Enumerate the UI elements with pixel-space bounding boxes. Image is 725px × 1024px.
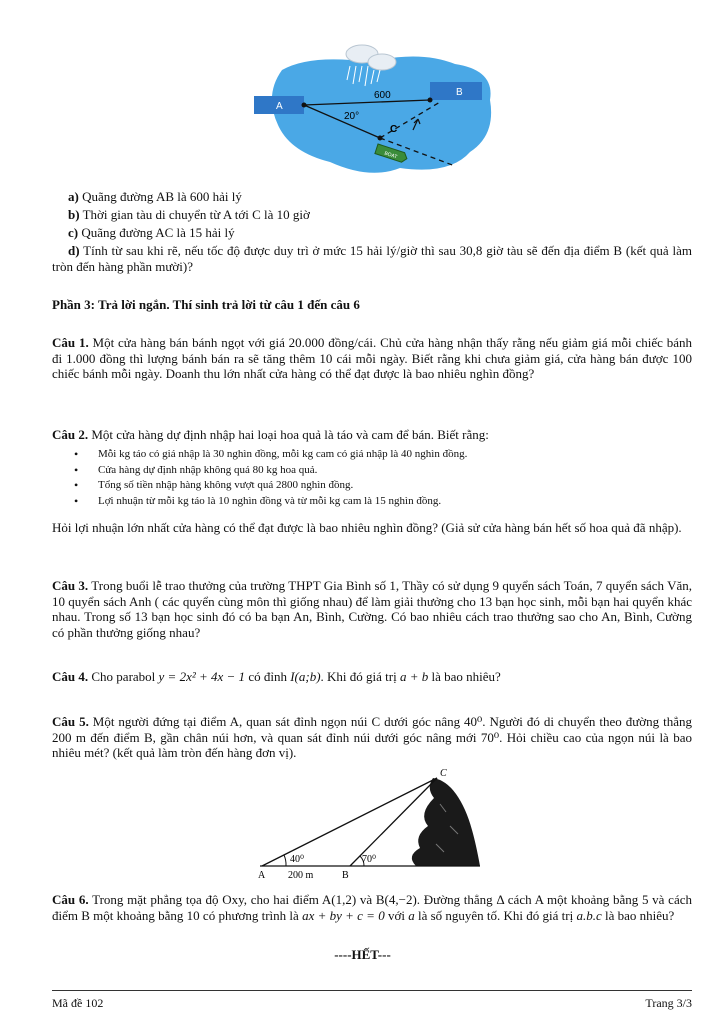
answer-b: b) Thời gian tàu di chuyển từ A tới C là 10 giờ xyxy=(68,207,310,222)
angle-label: 20° xyxy=(344,111,360,122)
distance-label: 200 m xyxy=(288,870,314,881)
question-3: Câu 3. Trong buổi lễ trao thưởng của trường THPT Gia Bình số 1, Thầy có sử dụng 9 quyển sách Toán, 7 quyển sách Văn, 10 quyển sách Anh ( các quyển cùng môn thì giống nhau) để làm giải thưởng cho 13 bạn học sinh, mỗi bạn hai quyển khác nhau. Trong số 13 bạn học sinh đó có ba bạn An, Bình, Cường. Có bao nhiêu cách trao thưởng sao cho An, Bình, Cường có phần thưởng giống nhau? xyxy=(52,578,692,640)
answer-c: c) Quãng đường AC là 15 hải lý xyxy=(68,225,235,240)
question-2-conditions xyxy=(52,447,692,509)
list-item: • Cửa hàng dự định nhập không quá 80 kg hoa quả. xyxy=(52,463,692,479)
mountain-figure xyxy=(250,764,490,882)
question-4: Câu 4. Cho parabol y = 2x² + 4x − 1 có đỉnh I(a;b). Khi đó giá trị a + b là bao nhiêu? xyxy=(52,669,501,684)
label-c: C xyxy=(440,768,447,779)
distance-label: 600 xyxy=(374,90,391,101)
list-item: • Lợi nhuận từ mỗi kg táo là 10 nghìn đồng và từ mỗi kg cam là 15 nghìn đồng. xyxy=(52,494,692,510)
question-2: Câu 2. Một cửa hàng dự định nhập hai loại hoa quả là táo và cam để bán. Biết rằng: xyxy=(52,427,489,442)
angle-a-label: 40⁰ xyxy=(290,854,305,865)
exam-code: Mã đề 102 xyxy=(52,996,104,1010)
product-abc: a.b.c xyxy=(576,907,602,923)
list-item: • Tổng số tiền nhập hàng không vượt quá 2800 nghìn đồng. xyxy=(52,478,692,494)
label-b: B xyxy=(456,87,463,98)
sum-formula: a + b xyxy=(399,669,429,684)
parabol-formula: y = 2x² + 4x − 1 xyxy=(158,669,246,684)
footer-divider xyxy=(52,990,692,991)
section-3-title: Phần 3: Trả lời ngắn. Thí sinh trả lời từ câu 1 đến câu 6 xyxy=(52,297,360,312)
var-a: a xyxy=(408,907,415,923)
label-a: A xyxy=(276,101,283,112)
angle-b-label: 70⁰ xyxy=(362,854,377,865)
question-2-tail: Hỏi lợi nhuận lớn nhất cửa hàng có thể đạt được là bao nhiêu nghìn đồng? (Giả sử cửa hàng bán hết số hoa quả đã nhập). xyxy=(52,520,682,535)
answer-a: a) Quãng đường AB là 600 hải lý xyxy=(68,189,242,204)
line-equation: ax + by + c = 0 xyxy=(302,907,385,923)
mountain-icon xyxy=(412,778,480,866)
end-mark: ----HẾT--- xyxy=(334,947,391,962)
label-b: B xyxy=(342,870,349,881)
answer-d: d) Tính từ sau khi rẽ, nếu tốc độ được duy trì ở mức 15 hải lý/giờ thì sau 30,8 giờ tàu sẽ đến địa điểm B (kết quả làm tròn đến hàng phần mười)? xyxy=(52,243,693,274)
label-c: C xyxy=(390,124,398,135)
question-5: Câu 5. Một người đứng tại điểm A, quan sát đỉnh ngọn núi C dưới góc nâng 40⁰. Người đó di chuyển theo đường thẳng 200 m đến điểm B, gần chân núi hơn, và quan sát đỉnh núi dưới góc nâng mới 70⁰. Hỏi chiều cao của ngọn núi là bao nhiêu mét? (kết quả làm tròn đến hàng đơn vị). xyxy=(52,714,692,760)
question-6: Câu 6. Trong mặt phẳng tọa độ Oxy, cho hai điểm A(1,2) và B(4,−2). Đường thẳng Δ cách A một khoảng bằng 5 và cách điểm B một khoảng bằng 10 có phương trình là ax + by + c = 0 với a là số nguyên tố. Khi đó giá trị a.b.c là bao nhiêu? xyxy=(52,892,692,923)
page-number: Trang 3/3 xyxy=(645,996,692,1010)
question-1: Câu 1. Một cửa hàng bán bánh ngọt với giá 20.000 đồng/cái. Chủ cửa hàng nhận thấy rằng nếu giảm giá mỗi chiếc bánh đi 1.000 đồng thì lượng bánh bán ra sẽ tăng thêm 10 cái mỗi ngày. Biết rằng khi chưa giảm giá, cửa hàng bán được 100 chiếc bánh mỗi ngày. Doanh thu lớn nhất cửa hàng có thể đạt được là bao nhiêu nghìn đồng? xyxy=(52,335,692,381)
list-item: • Mỗi kg táo có giá nhập là 30 nghìn đồng, mỗi kg cam có giá nhập là 40 nghìn đồng. xyxy=(52,447,692,463)
sight-line-a xyxy=(262,778,437,866)
svg-text:BOAT: BOAT xyxy=(383,150,398,161)
label-a: A xyxy=(258,870,266,881)
boat-route-figure xyxy=(250,40,500,180)
vertex-formula: I(a;b) xyxy=(290,669,321,684)
